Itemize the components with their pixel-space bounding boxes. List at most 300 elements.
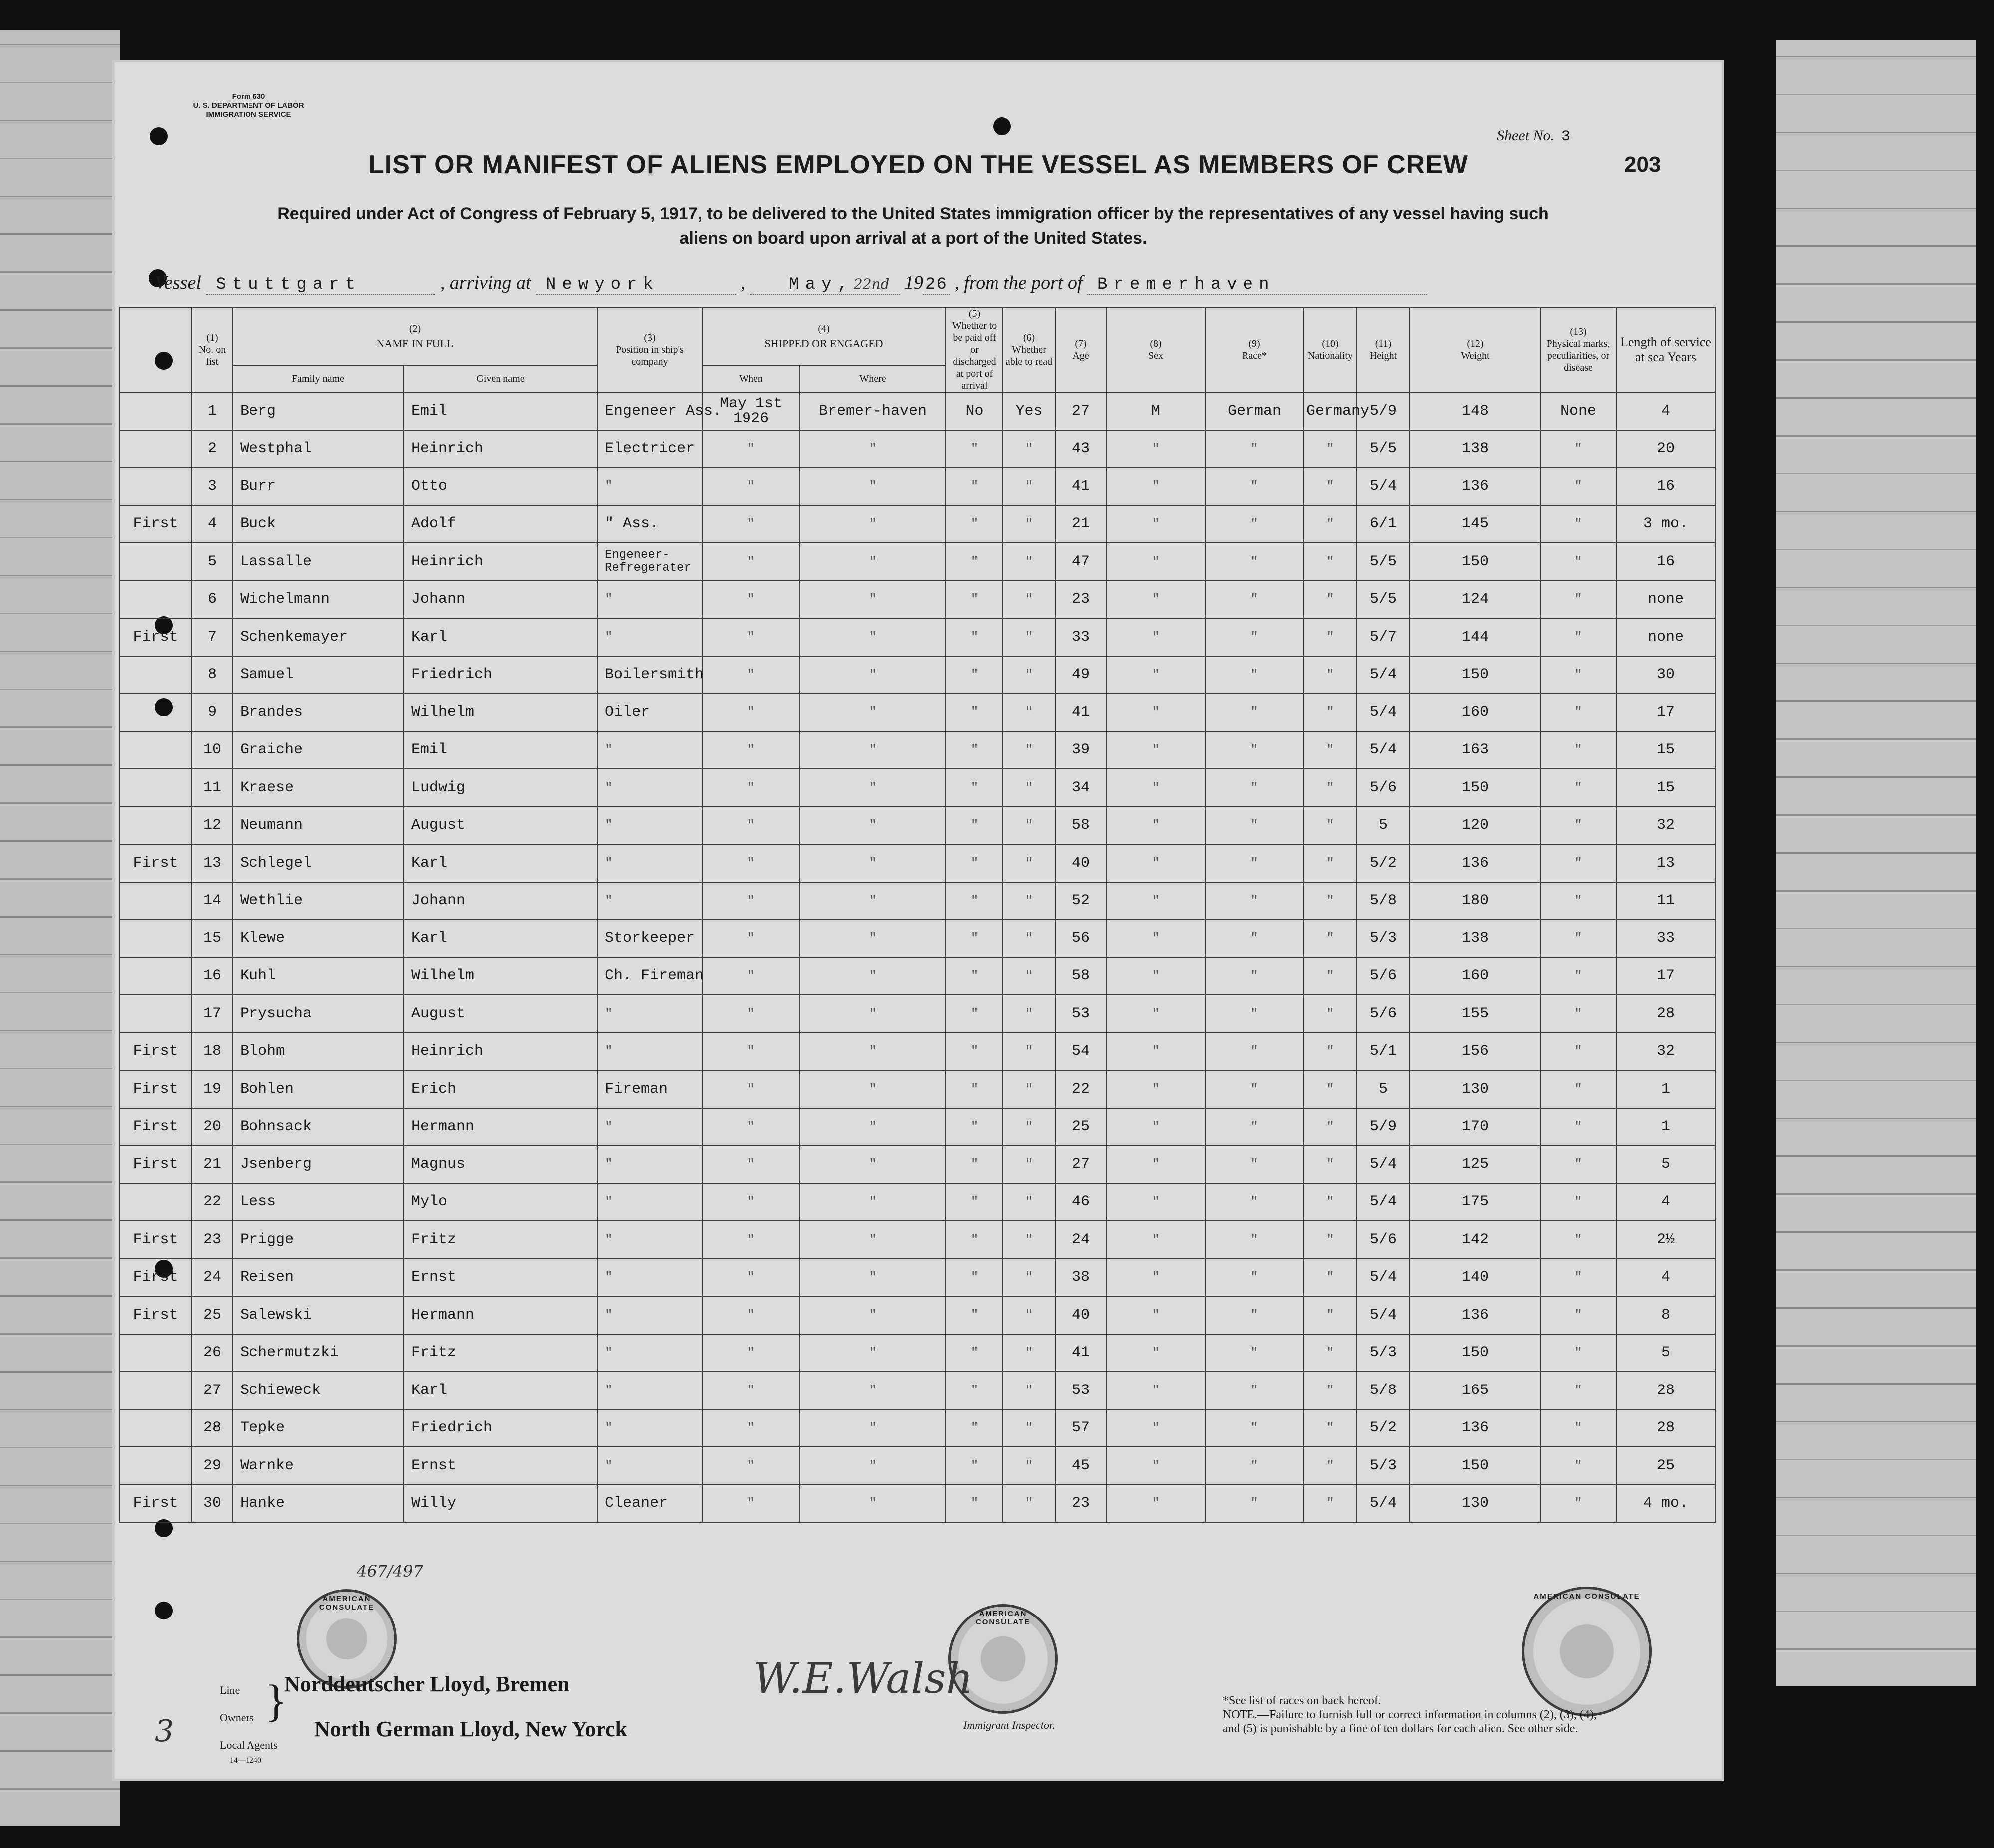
given-name-cell: Hermann: [404, 1108, 597, 1146]
age-cell: 24: [1055, 1221, 1106, 1259]
shipped-when-cell: ": [702, 430, 800, 468]
service-length-cell: 16: [1616, 467, 1715, 505]
shipped-where-cell: ": [800, 920, 946, 957]
age-cell: 49: [1055, 656, 1106, 694]
weight-cell: 136: [1410, 844, 1540, 882]
paid-off-cell: ": [946, 731, 1003, 769]
margin-note-cell: First: [119, 1033, 192, 1071]
row-number-cell: 26: [192, 1334, 233, 1372]
paid-off-cell: ": [946, 581, 1003, 619]
position-cell: ": [597, 1108, 702, 1146]
margin-note-cell: [119, 1372, 192, 1409]
sex-cell: ": [1106, 430, 1205, 468]
service-length-cell: 32: [1616, 807, 1715, 845]
position-cell: ": [597, 1146, 702, 1183]
subtitle-line-1: Required under Act of Congress of February 5, 1917, to be delivered to the United States immigration officer by the representatives of any vessel having such: [277, 204, 1549, 223]
position-cell: ": [597, 1447, 702, 1485]
shipped-when-cell: ": [702, 467, 800, 505]
family-name-cell: Brandes: [233, 693, 404, 731]
race-cell: ": [1205, 543, 1304, 581]
age-cell: 33: [1055, 618, 1106, 656]
paid-off-cell: ": [946, 1221, 1003, 1259]
vessel-name: Stuttgart: [206, 275, 435, 295]
height-cell: 5/6: [1357, 769, 1410, 807]
line-owners-company: Norddeutscher Lloyd, Bremen: [284, 1672, 570, 1696]
shipped-where-cell: ": [800, 1296, 946, 1334]
race-cell: ": [1205, 882, 1304, 920]
weight-cell: 163: [1410, 731, 1540, 769]
row-number-cell: 6: [192, 581, 233, 619]
position-cell: ": [597, 769, 702, 807]
physical-marks-cell: ": [1540, 1334, 1616, 1372]
service-name: IMMIGRATION SERVICE: [206, 110, 291, 119]
family-name-cell: Schieweck: [233, 1372, 404, 1409]
table-row: [119, 731, 1715, 769]
service-length-cell: 5: [1616, 1146, 1715, 1183]
sheet-label: Sheet No.: [1497, 127, 1554, 144]
table-row: [119, 543, 1715, 581]
height-cell: 5: [1357, 1070, 1410, 1108]
physical-marks-cell: ": [1540, 505, 1616, 543]
weight-cell: 144: [1410, 618, 1540, 656]
able-to-read-cell: ": [1003, 1447, 1055, 1485]
row-number-cell: 15: [192, 920, 233, 957]
family-name-cell: Bohnsack: [233, 1108, 404, 1146]
weight-cell: 138: [1410, 430, 1540, 468]
header-position: (3) Position in ship's company: [597, 307, 702, 392]
age-cell: 40: [1055, 844, 1106, 882]
header-service: Length of service at sea Years: [1616, 307, 1715, 392]
sheet-value: 3: [1561, 128, 1570, 145]
manifest-sheet: [115, 62, 1722, 1779]
department-name: U. S. DEPARTMENT OF LABOR: [193, 101, 304, 110]
family-name-cell: Warnke: [233, 1447, 404, 1485]
table-row: [119, 1409, 1715, 1447]
margin-note-cell: [119, 882, 192, 920]
nationality-cell: ": [1304, 1146, 1357, 1183]
nationality-cell: ": [1304, 1221, 1357, 1259]
paid-off-cell: ": [946, 995, 1003, 1033]
height-cell: 5/6: [1357, 957, 1410, 995]
paid-off-cell: ": [946, 1447, 1003, 1485]
table-row: [119, 1221, 1715, 1259]
margin-note-cell: [119, 1183, 192, 1221]
service-length-cell: 3 mo.: [1616, 505, 1715, 543]
shipped-where-cell: ": [800, 1070, 946, 1108]
service-length-cell: 28: [1616, 1409, 1715, 1447]
height-cell: 5/4: [1357, 731, 1410, 769]
header-name: (2) NAME IN FULL: [233, 307, 597, 365]
able-to-read-cell: ": [1003, 1334, 1055, 1372]
nationality-cell: ": [1304, 430, 1357, 468]
service-length-cell: 17: [1616, 693, 1715, 731]
height-cell: 5/4: [1357, 467, 1410, 505]
shipped-when-cell: ": [702, 1146, 800, 1183]
service-length-cell: 28: [1616, 995, 1715, 1033]
position-cell: ": [597, 844, 702, 882]
given-name-cell: Heinrich: [404, 543, 597, 581]
family-name-cell: Hanke: [233, 1485, 404, 1523]
given-name-cell: Hermann: [404, 1296, 597, 1334]
shipped-where-cell: ": [800, 1146, 946, 1183]
row-number-cell: 19: [192, 1070, 233, 1108]
service-length-cell: 20: [1616, 430, 1715, 468]
table-row: [119, 1372, 1715, 1409]
position-cell: ": [597, 995, 702, 1033]
shipped-when-cell: ": [702, 1334, 800, 1372]
race-cell: ": [1205, 693, 1304, 731]
service-length-cell: 4: [1616, 392, 1715, 430]
position-cell: ": [597, 882, 702, 920]
row-number-cell: 3: [192, 467, 233, 505]
weight-cell: 145: [1410, 505, 1540, 543]
family-name-cell: Bohlen: [233, 1070, 404, 1108]
shipped-when-cell: ": [702, 1409, 800, 1447]
nationality-cell: ": [1304, 1372, 1357, 1409]
given-name-cell: Karl: [404, 618, 597, 656]
age-cell: 38: [1055, 1259, 1106, 1297]
race-cell: ": [1205, 920, 1304, 957]
background-document-right: [1776, 40, 1976, 1686]
physical-marks-cell: ": [1540, 1447, 1616, 1485]
brace: }: [265, 1676, 287, 1726]
nationality-cell: ": [1304, 1334, 1357, 1372]
weight-cell: 175: [1410, 1183, 1540, 1221]
race-cell: ": [1205, 844, 1304, 882]
position-cell: ": [597, 1334, 702, 1372]
shipped-where-cell: ": [800, 505, 946, 543]
given-name-cell: Otto: [404, 467, 597, 505]
able-to-read-cell: ": [1003, 844, 1055, 882]
age-cell: 53: [1055, 1372, 1106, 1409]
nationality-cell: ": [1304, 1485, 1357, 1523]
shipped-when-cell: ": [702, 995, 800, 1033]
age-cell: 53: [1055, 995, 1106, 1033]
physical-marks-cell: None: [1540, 392, 1616, 430]
weight-cell: 165: [1410, 1372, 1540, 1409]
shipped-when-cell: ": [702, 1296, 800, 1334]
height-cell: 5/2: [1357, 844, 1410, 882]
family-name-cell: Schenkemayer: [233, 618, 404, 656]
service-length-cell: 16: [1616, 543, 1715, 581]
arrival-port: Newyork: [536, 275, 736, 295]
agents-label: Local Agents: [220, 1739, 278, 1751]
margin-note-cell: First: [119, 1259, 192, 1297]
given-name-cell: Friedrich: [404, 656, 597, 694]
able-to-read-cell: ": [1003, 1033, 1055, 1071]
paid-off-cell: ": [946, 957, 1003, 995]
family-name-cell: Less: [233, 1183, 404, 1221]
margin-note-cell: [119, 392, 192, 430]
position-cell: ": [597, 1033, 702, 1071]
sex-cell: ": [1106, 543, 1205, 581]
sex-cell: ": [1106, 1296, 1205, 1334]
shipped-when-cell: ": [702, 618, 800, 656]
family-name-cell: Buck: [233, 505, 404, 543]
month-value: May: [789, 275, 838, 294]
given-name-cell: Adolf: [404, 505, 597, 543]
race-cell: ": [1205, 1296, 1304, 1334]
row-number-cell: 16: [192, 957, 233, 995]
physical-marks-cell: ": [1540, 844, 1616, 882]
form-number: Form 630: [232, 92, 265, 101]
shipped-when-cell: ": [702, 581, 800, 619]
row-number-cell: 10: [192, 731, 233, 769]
given-name-cell: Karl: [404, 1372, 597, 1409]
age-cell: 41: [1055, 693, 1106, 731]
able-to-read-cell: ": [1003, 1485, 1055, 1523]
punch-hole: [150, 127, 168, 145]
given-name-cell: Magnus: [404, 1146, 597, 1183]
age-cell: 43: [1055, 430, 1106, 468]
table-row: [119, 467, 1715, 505]
physical-marks-cell: ": [1540, 1070, 1616, 1108]
table-row: [119, 957, 1715, 995]
position-cell: ": [597, 1183, 702, 1221]
row-number-cell: 21: [192, 1146, 233, 1183]
shipped-where-cell: ": [800, 1183, 946, 1221]
physical-marks-cell: ": [1540, 1183, 1616, 1221]
year-suffix: 26: [923, 275, 950, 295]
able-to-read-cell: ": [1003, 693, 1055, 731]
able-to-read-cell: ": [1003, 769, 1055, 807]
background-document-left: [0, 30, 120, 1826]
margin-note-cell: [119, 1409, 192, 1447]
service-length-cell: 4 mo.: [1616, 1485, 1715, 1523]
row-number-cell: 9: [192, 693, 233, 731]
nationality-cell: ": [1304, 1447, 1357, 1485]
row-number-cell: 13: [192, 844, 233, 882]
sex-cell: ": [1106, 1146, 1205, 1183]
shipped-where-cell: ": [800, 430, 946, 468]
header-age: (7) Age: [1055, 307, 1106, 392]
year-prefix: 19: [904, 272, 923, 293]
paid-off-cell: ": [946, 769, 1003, 807]
weight-cell: 150: [1410, 656, 1540, 694]
paid-off-cell: ": [946, 807, 1003, 845]
able-to-read-cell: ": [1003, 731, 1055, 769]
weight-cell: 140: [1410, 1259, 1540, 1297]
weight-cell: 150: [1410, 769, 1540, 807]
able-to-read-cell: ": [1003, 1296, 1055, 1334]
height-cell: 5/3: [1357, 1334, 1410, 1372]
nationality-cell: ": [1304, 920, 1357, 957]
family-name-cell: Tepke: [233, 1409, 404, 1447]
shipped-when-cell: ": [702, 505, 800, 543]
shipped-where-cell: ": [800, 882, 946, 920]
penalty-note-1: NOTE.—Failure to furnish full or correct information in columns (2), (3), (4),: [1223, 1708, 1597, 1721]
service-length-cell: 15: [1616, 769, 1715, 807]
paid-off-cell: ": [946, 1372, 1003, 1409]
height-cell: 5/3: [1357, 1447, 1410, 1485]
voyage-line: Vessel Stuttgart , arriving at Newyork , May,22nd 19 26 , from the port of Bremerhaven: [155, 272, 1692, 302]
shipped-when-cell: ": [702, 693, 800, 731]
shipped-when-cell: ": [702, 1259, 800, 1297]
service-length-cell: 11: [1616, 882, 1715, 920]
shipped-where-cell: ": [800, 1108, 946, 1146]
height-cell: 5/4: [1357, 1296, 1410, 1334]
height-cell: 5/3: [1357, 920, 1410, 957]
row-number-cell: 14: [192, 882, 233, 920]
row-number-cell: 4: [192, 505, 233, 543]
table-row: [119, 581, 1715, 619]
sex-cell: ": [1106, 1183, 1205, 1221]
table-row: [119, 618, 1715, 656]
position-cell: Cleaner: [597, 1485, 702, 1523]
able-to-read-cell: ": [1003, 807, 1055, 845]
able-to-read-cell: ": [1003, 1221, 1055, 1259]
given-name-cell: August: [404, 995, 597, 1033]
weight-cell: 160: [1410, 957, 1540, 995]
shipped-when-cell: ": [702, 1070, 800, 1108]
weight-cell: 125: [1410, 1146, 1540, 1183]
shipped-where-cell: ": [800, 957, 946, 995]
shipped-where-cell: ": [800, 693, 946, 731]
page-number: 203: [1624, 152, 1661, 177]
shipped-where-cell: ": [800, 543, 946, 581]
given-name-cell: Wilhelm: [404, 957, 597, 995]
given-name-cell: Ernst: [404, 1447, 597, 1485]
table-row: [119, 1296, 1715, 1334]
margin-note-cell: [119, 467, 192, 505]
shipped-where-cell: ": [800, 1485, 946, 1523]
physical-marks-cell: ": [1540, 1485, 1616, 1523]
margin-note-cell: [119, 1334, 192, 1372]
position-cell: Oiler: [597, 693, 702, 731]
able-to-read-cell: ": [1003, 430, 1055, 468]
age-cell: 23: [1055, 581, 1106, 619]
able-to-read-cell: ": [1003, 1259, 1055, 1297]
header-weight: (12) Weight: [1410, 307, 1540, 392]
handwritten-annotation: 467/497: [357, 1562, 423, 1581]
nationality-cell: ": [1304, 807, 1357, 845]
given-name-cell: Wilhelm: [404, 693, 597, 731]
nationality-cell: ": [1304, 844, 1357, 882]
line-label: Line: [220, 1684, 240, 1696]
service-length-cell: none: [1616, 618, 1715, 656]
header-nationality: (10) Nationality: [1304, 307, 1357, 392]
shipped-when-cell: ": [702, 1183, 800, 1221]
race-cell: ": [1205, 1334, 1304, 1372]
header-marks: (13) Physical marks, peculiarities, or disease: [1540, 307, 1616, 392]
shipped-when-cell: ": [702, 1447, 800, 1485]
margin-note-cell: [119, 731, 192, 769]
paid-off-cell: ": [946, 1485, 1003, 1523]
shipped-when-cell: ": [702, 1033, 800, 1071]
shipped-where-cell: ": [800, 1447, 946, 1485]
margin-note-cell: [119, 957, 192, 995]
age-cell: 41: [1055, 467, 1106, 505]
sex-cell: ": [1106, 656, 1205, 694]
row-number-cell: 1: [192, 392, 233, 430]
shipped-where-cell: ": [800, 618, 946, 656]
physical-marks-cell: ": [1540, 467, 1616, 505]
shipped-where-cell: ": [800, 769, 946, 807]
given-name-cell: Karl: [404, 920, 597, 957]
row-number-cell: 7: [192, 618, 233, 656]
able-to-read-cell: ": [1003, 543, 1055, 581]
race-cell: ": [1205, 1409, 1304, 1447]
paid-off-cell: ": [946, 1259, 1003, 1297]
physical-marks-cell: ": [1540, 1372, 1616, 1409]
nationality-cell: ": [1304, 693, 1357, 731]
row-number-cell: 11: [192, 769, 233, 807]
age-cell: 25: [1055, 1108, 1106, 1146]
shipped-when-cell: ": [702, 543, 800, 581]
weight-cell: 150: [1410, 1334, 1540, 1372]
paid-off-cell: ": [946, 1409, 1003, 1447]
given-name-cell: Johann: [404, 581, 597, 619]
height-cell: 5/5: [1357, 543, 1410, 581]
height-cell: 5/4: [1357, 1485, 1410, 1523]
print-code: 14—1240: [230, 1756, 261, 1765]
service-length-cell: 2½: [1616, 1221, 1715, 1259]
shipped-when-cell: ": [702, 920, 800, 957]
paid-off-cell: ": [946, 430, 1003, 468]
consulate-seal: AMERICAN CONSULATE: [297, 1589, 397, 1689]
paid-off-cell: ": [946, 882, 1003, 920]
physical-marks-cell: ": [1540, 1409, 1616, 1447]
paid-off-cell: ": [946, 1296, 1003, 1334]
header-given-name: Given name: [404, 365, 597, 392]
paid-off-cell: ": [946, 505, 1003, 543]
age-cell: 52: [1055, 882, 1106, 920]
paid-off-cell: ": [946, 1070, 1003, 1108]
able-to-read-cell: ": [1003, 1372, 1055, 1409]
header-shipped: (4) SHIPPED OR ENGAGED: [702, 307, 946, 365]
weight-cell: 142: [1410, 1221, 1540, 1259]
shipped-where-cell: ": [800, 844, 946, 882]
table-row: [119, 882, 1715, 920]
inspector-label: Immigrant Inspector.: [963, 1719, 1055, 1731]
paid-off-cell: ": [946, 1183, 1003, 1221]
position-cell: Fireman: [597, 1070, 702, 1108]
header-no: (1) No. on list: [192, 307, 233, 392]
physical-marks-cell: ": [1540, 769, 1616, 807]
from-label: , from the port of: [954, 272, 1083, 293]
family-name-cell: Blohm: [233, 1033, 404, 1071]
height-cell: 5/6: [1357, 1221, 1410, 1259]
shipped-where-cell: ": [800, 1334, 946, 1372]
row-number-cell: 8: [192, 656, 233, 694]
row-number-cell: 2: [192, 430, 233, 468]
family-name-cell: Schermutzki: [233, 1334, 404, 1372]
nationality-cell: ": [1304, 1409, 1357, 1447]
height-cell: 5/5: [1357, 430, 1410, 468]
race-cell: ": [1205, 1221, 1304, 1259]
family-name-cell: Prigge: [233, 1221, 404, 1259]
row-number-cell: 17: [192, 995, 233, 1033]
margin-note-cell: [119, 430, 192, 468]
sex-cell: ": [1106, 1334, 1205, 1372]
row-number-cell: 23: [192, 1221, 233, 1259]
paid-off-cell: ": [946, 1033, 1003, 1071]
nationality-cell: ": [1304, 995, 1357, 1033]
shipped-where-cell: ": [800, 807, 946, 845]
nationality-cell: ": [1304, 581, 1357, 619]
margin-note-cell: [119, 769, 192, 807]
family-name-cell: Kuhl: [233, 957, 404, 995]
position-cell: ": [597, 467, 702, 505]
age-cell: 58: [1055, 957, 1106, 995]
given-name-cell: Willy: [404, 1485, 597, 1523]
weight-cell: 160: [1410, 693, 1540, 731]
weight-cell: 130: [1410, 1070, 1540, 1108]
page-title: LIST OR MANIFEST OF ALIENS EMPLOYED ON THE VESSEL AS MEMBERS OF CREW: [368, 150, 1468, 179]
weight-cell: 150: [1410, 543, 1540, 581]
table-row: [119, 807, 1715, 845]
row-number-cell: 29: [192, 1447, 233, 1485]
